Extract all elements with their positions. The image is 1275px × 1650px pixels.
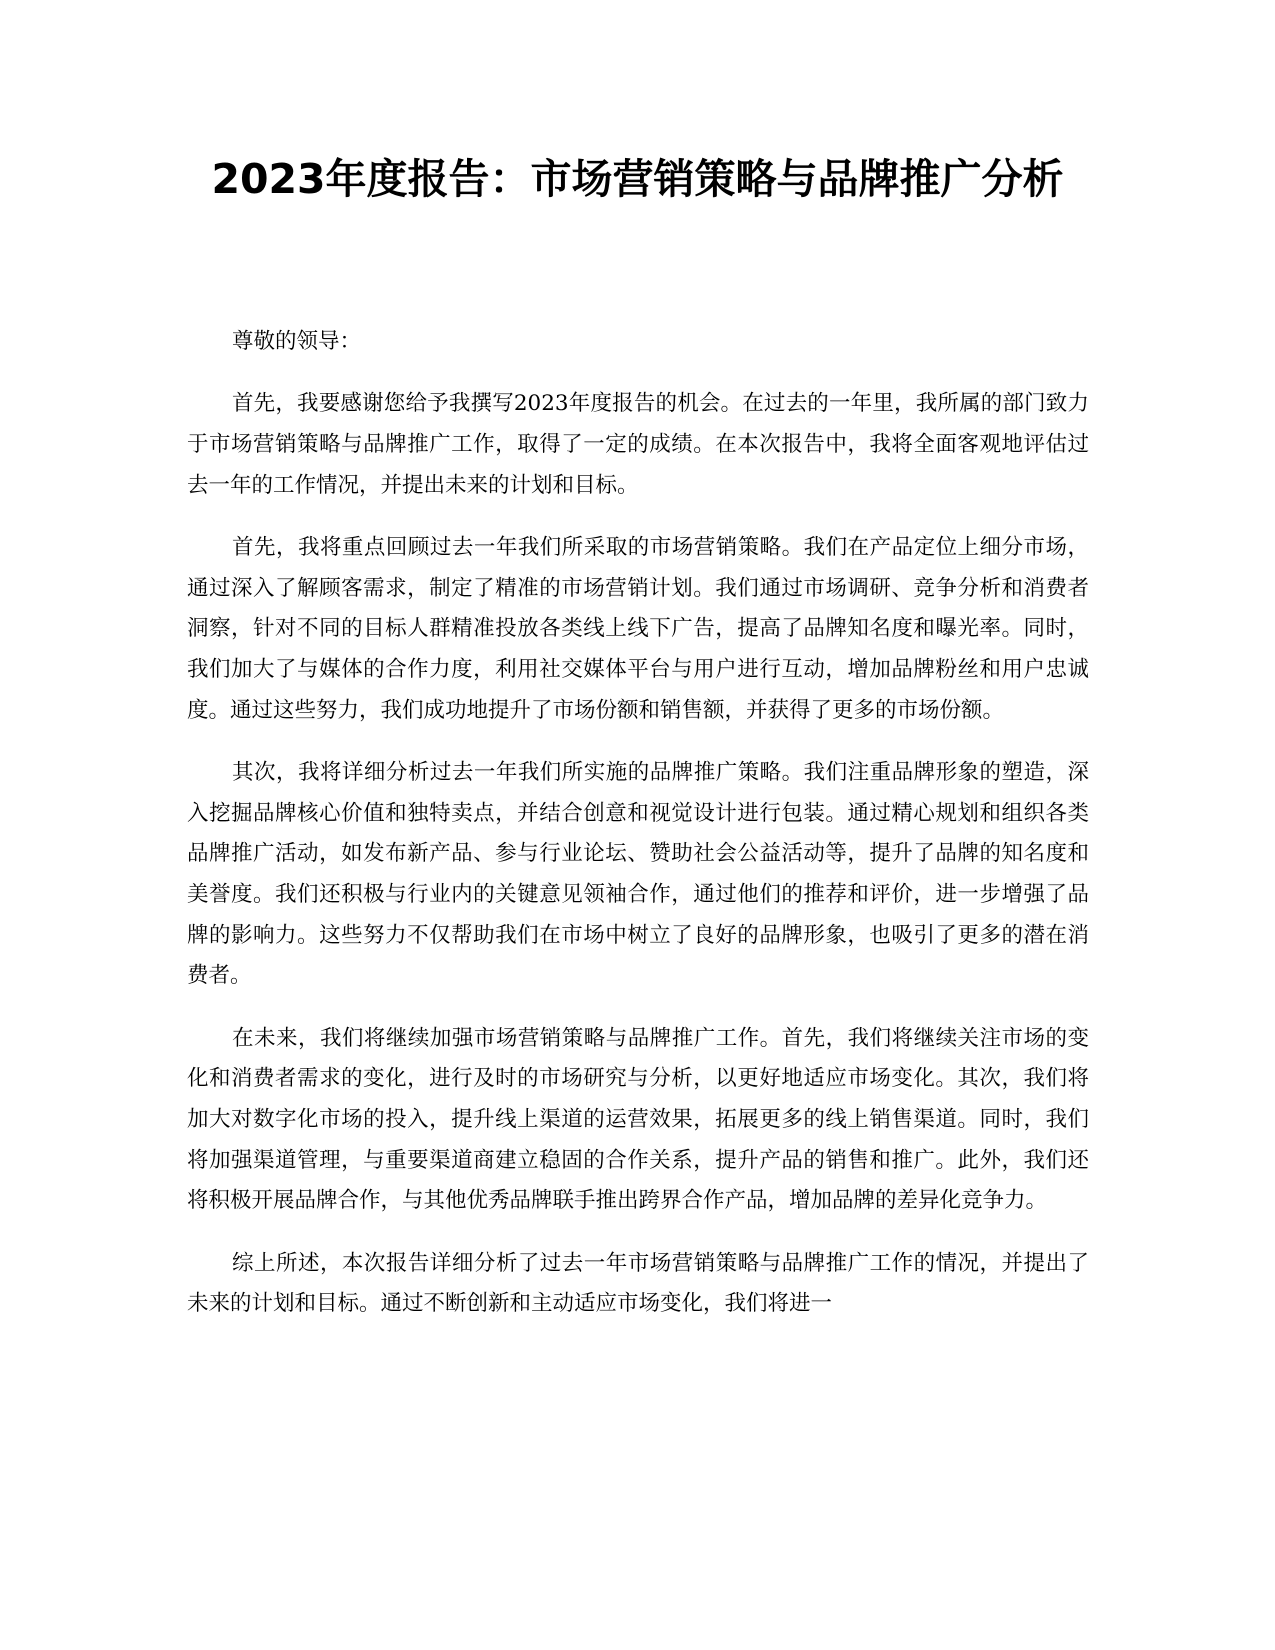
paragraph-3: 其次，我将详细分析过去一年我们所实施的品牌推广策略。我们注重品牌形象的塑造，深入挖掘品牌核心价值和独特卖点，并结合创意和视觉设计进行包装。通过精心规划和组织各类品牌推广活动，如发布新产品、参与行业论坛、赞助社会公益活动等，提升了品牌的知名度和美誉度。我们还积极与行业内的关键意见领袖合作，通过他们的推荐和评价，进一步增强了品牌的影响力。这些努力不仅帮助我们在市场中树立了良好的品牌形象，也吸引了更多的潜在消费者。 (187, 759, 1089, 989)
salutation: 尊敬的领导： (232, 329, 362, 354)
paragraph-4: 在未来，我们将继续加强市场营销策略与品牌推广工作。首先，我们将继续关注市场的变化和消费者需求的变化，进行及时的市场研究与分析，以更好地适应市场变化。其次，我们将加大对数字化市场的投入，提升线上渠道的运营效果，拓展更多的线上销售渠道。同时，我们将加强渠道管理，与重要渠道商建立稳固的合作关系，提升产品的销售和推广。此外，我们还将积极开展品牌合作，与其他优秀品牌联手推出跨界合作产品，增加品牌的差异化竞争力。 (187, 1025, 1089, 1214)
document-title: 2023年度报告：市场营销策略与品牌推广分析 (211, 155, 1064, 203)
paragraph-2: 首先，我将重点回顾过去一年我们所采取的市场营销策略。我们在产品定位上细分市场，通过深入了解顾客需求，制定了精准的市场营销计划。我们通过市场调研、竞争分析和消费者洞察，针对不同的目标人群精准投放各类线上线下广告，提高了品牌知名度和曝光率。同时，我们加大了与媒体的合作力度，利用社交媒体平台与用户进行互动，增加品牌粉丝和用户忠诚度。通过这些努力，我们成功地提升了市场份额和销售额，并获得了更多的市场份额。 (187, 534, 1089, 723)
document-body (187, 322, 1089, 1346)
paragraph-5: 综上所述，本次报告详细分析了过去一年市场营销策略与品牌推广工作的情况，并提出了未来的计划和目标。通过不断创新和主动适应市场变化，我们将进一 (187, 1250, 1089, 1317)
paragraph-1: 首先，我要感谢您给予我撰写2023年度报告的机会。在过去的一年里，我所属的部门致力于市场营销策略与品牌推广工作，取得了一定的成绩。在本次报告中，我将全面客观地评估过去一年的工作情况，并提出未来的计划和目标。 (187, 391, 1089, 498)
